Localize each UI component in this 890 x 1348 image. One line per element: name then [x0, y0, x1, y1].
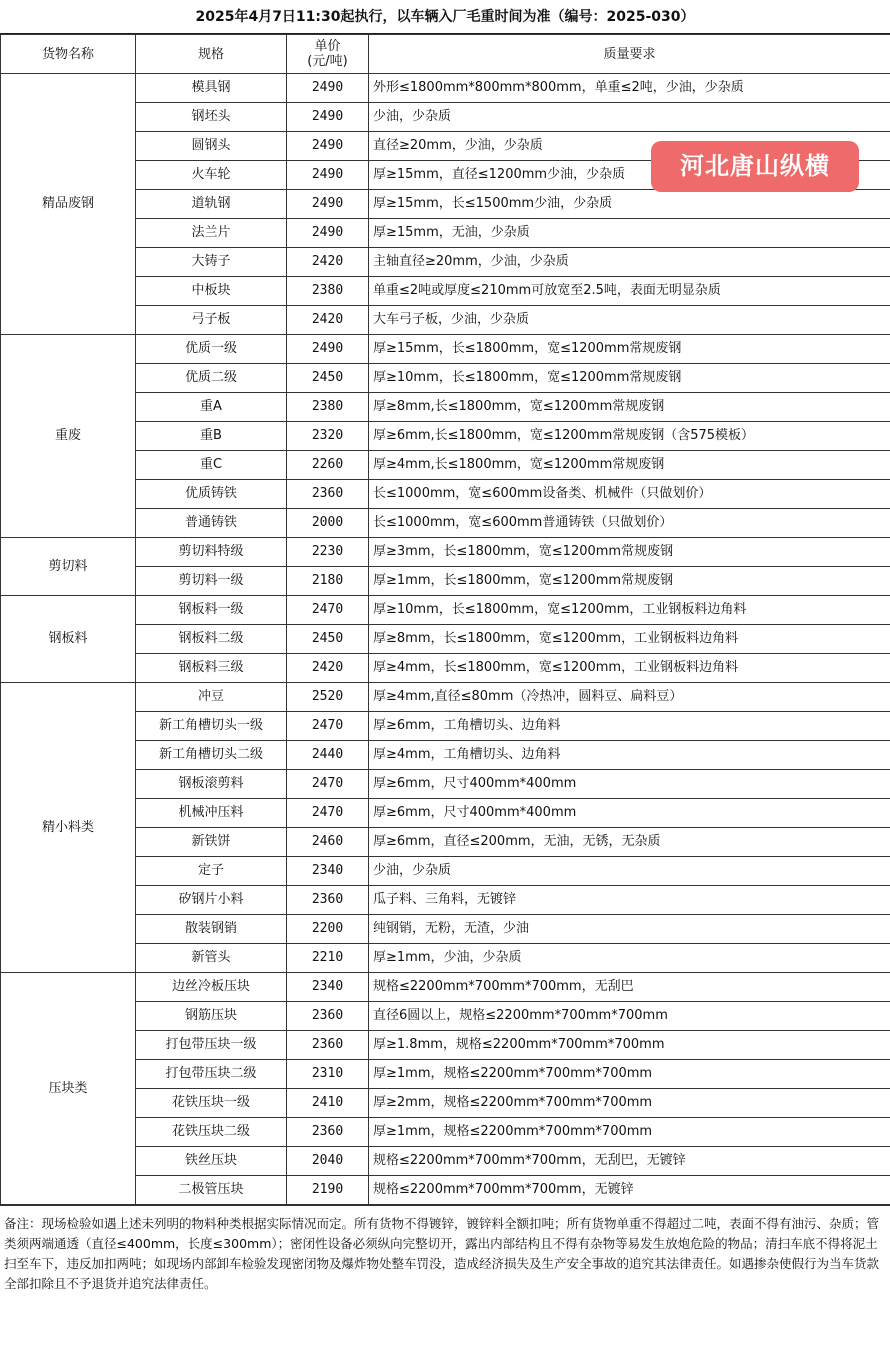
price-cell: 2360 [287, 1002, 369, 1031]
spec-cell: 边丝冷板压块 [136, 973, 287, 1002]
price-cell: 2470 [287, 770, 369, 799]
quality-requirement-cell: 纯钢销，无粉，无渣，少油 [369, 915, 890, 944]
quality-requirement-cell: 厚≥6mm,长≤1800mm，宽≤1200mm常规废钢（含575模板） [369, 422, 890, 451]
quality-requirement-cell: 长≤1000mm，宽≤600mm设备类、机械件（只做划价） [369, 480, 890, 509]
price-cell: 2380 [287, 277, 369, 306]
page-title: 2025年4月7日11:30起执行，以车辆入厂毛重时间为准（编号：2025-030） [0, 0, 890, 34]
price-cell: 2490 [287, 132, 369, 161]
price-cell: 2470 [287, 799, 369, 828]
quality-requirement-cell: 厚≥2mm，规格≤2200mm*700mm*700mm [369, 1089, 890, 1118]
price-cell: 2040 [287, 1147, 369, 1176]
quality-requirement-cell: 厚≥1mm，长≤1800mm，宽≤1200mm常规废钢 [369, 567, 890, 596]
price-cell: 2490 [287, 161, 369, 190]
table-row [1, 335, 890, 364]
quality-requirement-cell: 厚≥1.8mm，规格≤2200mm*700mm*700mm [369, 1031, 890, 1060]
quality-requirement-cell: 厚≥4mm,直径≤80mm（冷热冲，圆料豆、扁料豆） [369, 683, 890, 712]
quality-requirement-cell: 直径6圆以上，规格≤2200mm*700mm*700mm [369, 1002, 890, 1031]
table-row [1, 596, 890, 625]
quality-requirement-cell: 厚≥6mm，直径≤200mm，无油，无锈，无杂质 [369, 828, 890, 857]
price-cell: 2360 [287, 480, 369, 509]
price-cell: 2210 [287, 944, 369, 973]
spec-cell: 重C [136, 451, 287, 480]
quality-requirement-cell: 单重≤2吨或厚度≤210mm可放宽至2.5吨，表面无明显杂质 [369, 277, 890, 306]
price-cell: 2440 [287, 741, 369, 770]
category-cell: 重废 [1, 335, 136, 538]
category-cell: 剪切料 [1, 538, 136, 596]
table-row [1, 683, 890, 712]
price-cell: 2360 [287, 886, 369, 915]
spec-cell: 优质一级 [136, 335, 287, 364]
price-cell: 2230 [287, 538, 369, 567]
header-spec: 规格 [136, 35, 287, 74]
spec-cell: 优质铸铁 [136, 480, 287, 509]
price-cell: 2410 [287, 1089, 369, 1118]
spec-cell: 圆钢头 [136, 132, 287, 161]
price-cell: 2340 [287, 973, 369, 1002]
price-cell: 2200 [287, 915, 369, 944]
table-row [1, 538, 890, 567]
watermark-badge: 河北唐山纵横 [651, 141, 859, 192]
header-goods-name: 货物名称 [1, 35, 136, 74]
spec-cell: 新铁饼 [136, 828, 287, 857]
spec-cell: 火车轮 [136, 161, 287, 190]
price-cell: 2450 [287, 364, 369, 393]
header-quality: 质量要求 [369, 35, 890, 74]
quality-requirement-cell: 规格≤2200mm*700mm*700mm，无镀锌 [369, 1176, 890, 1205]
spec-cell: 二极管压块 [136, 1176, 287, 1205]
price-cell: 2380 [287, 393, 369, 422]
spec-cell: 重A [136, 393, 287, 422]
spec-cell: 打包带压块一级 [136, 1031, 287, 1060]
spec-cell: 钢板滚剪料 [136, 770, 287, 799]
price-cell: 2420 [287, 248, 369, 277]
quality-requirement-cell: 厚≥4mm，工角槽切头、边角料 [369, 741, 890, 770]
spec-cell: 中板块 [136, 277, 287, 306]
price-cell: 2190 [287, 1176, 369, 1205]
category-cell: 压块类 [1, 973, 136, 1205]
price-cell: 2520 [287, 683, 369, 712]
spec-cell: 优质二级 [136, 364, 287, 393]
price-cell: 2460 [287, 828, 369, 857]
quality-requirement-cell: 厚≥15mm，长≤1500mm少油，少杂质 [369, 190, 890, 219]
spec-cell: 剪切料特级 [136, 538, 287, 567]
spec-cell: 花铁压块一级 [136, 1089, 287, 1118]
spec-cell: 矽钢片小料 [136, 886, 287, 915]
spec-cell: 散装钢销 [136, 915, 287, 944]
price-cell: 2310 [287, 1060, 369, 1089]
spec-cell: 钢板料二级 [136, 625, 287, 654]
quality-requirement-cell: 厚≥10mm，长≤1800mm，宽≤1200mm，工业钢板料边角料 [369, 596, 890, 625]
spec-cell: 花铁压块二级 [136, 1118, 287, 1147]
price-cell: 2180 [287, 567, 369, 596]
notes: 备注：现场检验如遇上述未列明的物料种类根据实际情况而定。所有货物不得镀锌，镀锌料全额扣吨；所有货物单重不得超过二吨，表面不得有油污、杂质；管类须两端通透（直径≤400mm，长度≤300mm）；密闭性设备必须纵向完整切开，露出内部结构且不得有杂物等易发生放炮危险的物品；清扫车底不得将泥土扫至车下，违反加扣两吨；如现场内部卸车检验发现密闭物及爆炸物处整车罚没，造成经济损失及生产安全事故的追究其法律责任。如遇掺杂使假行为当车货款全部扣除且不予退货并追究法律责任。 [0, 1205, 890, 1294]
price-cell: 2470 [287, 712, 369, 741]
quality-requirement-cell: 主轴直径≥20mm，少油，少杂质 [369, 248, 890, 277]
table-header-row [1, 35, 890, 74]
quality-requirement-cell: 厚≥1mm，规格≤2200mm*700mm*700mm [369, 1060, 890, 1089]
price-cell: 2490 [287, 335, 369, 364]
spec-cell: 普通铸铁 [136, 509, 287, 538]
quality-requirement-cell: 厚≥15mm，无油，少杂质 [369, 219, 890, 248]
spec-cell: 法兰片 [136, 219, 287, 248]
price-cell: 2450 [287, 625, 369, 654]
spec-cell: 重B [136, 422, 287, 451]
quality-requirement-cell: 厚≥1mm，少油，少杂质 [369, 944, 890, 973]
spec-cell: 模具钢 [136, 74, 287, 103]
quality-requirement-cell: 厚≥4mm,长≤1800mm，宽≤1200mm常规废钢 [369, 451, 890, 480]
quality-requirement-cell: 厚≥8mm，长≤1800mm，宽≤1200mm，工业钢板料边角料 [369, 625, 890, 654]
quality-requirement-cell: 厚≥6mm，工角槽切头、边角料 [369, 712, 890, 741]
quality-requirement-cell: 厚≥3mm，长≤1800mm，宽≤1200mm常规废钢 [369, 538, 890, 567]
spec-cell: 打包带压块二级 [136, 1060, 287, 1089]
quality-requirement-cell: 厚≥8mm,长≤1800mm，宽≤1200mm常规废钢 [369, 393, 890, 422]
price-cell: 2470 [287, 596, 369, 625]
price-cell: 2490 [287, 219, 369, 248]
spec-cell: 大铸子 [136, 248, 287, 277]
quality-requirement-cell: 厚≥4mm，长≤1800mm，宽≤1200mm，工业钢板料边角料 [369, 654, 890, 683]
price-cell: 2490 [287, 74, 369, 103]
category-cell: 钢板料 [1, 596, 136, 683]
quality-requirement-cell: 厚≥15mm，长≤1800mm，宽≤1200mm常规废钢 [369, 335, 890, 364]
quality-requirement-cell: 厚≥15mm，直径≤1200mm少油，少杂质 [369, 161, 890, 190]
header-price [287, 35, 369, 74]
quality-requirement-cell: 直径≥20mm，少油，少杂质 [369, 132, 890, 161]
quality-requirement-cell: 厚≥10mm，长≤1800mm，宽≤1200mm常规废钢 [369, 364, 890, 393]
spec-cell: 铁丝压块 [136, 1147, 287, 1176]
quality-requirement-cell: 少油，少杂质 [369, 857, 890, 886]
spec-cell: 钢板料三级 [136, 654, 287, 683]
table-row [1, 973, 890, 1002]
header-price-unit: (元/吨) [307, 54, 348, 69]
table-body [1, 74, 890, 1205]
quality-requirement-cell: 少油，少杂质 [369, 103, 890, 132]
quality-requirement-cell: 规格≤2200mm*700mm*700mm，无刮巴 [369, 973, 890, 1002]
price-cell: 2320 [287, 422, 369, 451]
quality-requirement-cell: 规格≤2200mm*700mm*700mm，无刮巴，无镀锌 [369, 1147, 890, 1176]
price-cell: 2420 [287, 306, 369, 335]
price-table [0, 34, 890, 1205]
spec-cell: 机械冲压料 [136, 799, 287, 828]
spec-cell: 剪切料一级 [136, 567, 287, 596]
header-price-label: 单价 [314, 39, 341, 54]
spec-cell: 钢坯头 [136, 103, 287, 132]
price-cell: 2360 [287, 1031, 369, 1060]
spec-cell: 弓子板 [136, 306, 287, 335]
spec-cell: 新管头 [136, 944, 287, 973]
price-cell: 2490 [287, 190, 369, 219]
spec-cell: 定子 [136, 857, 287, 886]
price-cell: 2360 [287, 1118, 369, 1147]
quality-requirement-cell: 大车弓子板，少油，少杂质 [369, 306, 890, 335]
quality-requirement-cell: 厚≥6mm，尺寸400mm*400mm [369, 770, 890, 799]
quality-requirement-cell: 瓜子料、三角料，无镀锌 [369, 886, 890, 915]
quality-requirement-cell: 长≤1000mm，宽≤600mm普通铸铁（只做划价） [369, 509, 890, 538]
spec-cell: 冲豆 [136, 683, 287, 712]
quality-requirement-cell: 厚≥1mm，规格≤2200mm*700mm*700mm [369, 1118, 890, 1147]
spec-cell: 钢筋压块 [136, 1002, 287, 1031]
category-cell: 精品废钢 [1, 74, 136, 335]
table-row [1, 74, 890, 103]
spec-cell: 新工角槽切头一级 [136, 712, 287, 741]
spec-cell: 钢板料一级 [136, 596, 287, 625]
price-cell: 2260 [287, 451, 369, 480]
price-cell: 2490 [287, 103, 369, 132]
category-cell: 精小料类 [1, 683, 136, 973]
spec-cell: 道轨钢 [136, 190, 287, 219]
price-cell: 2000 [287, 509, 369, 538]
price-cell: 2420 [287, 654, 369, 683]
spec-cell: 新工角槽切头二级 [136, 741, 287, 770]
price-cell: 2340 [287, 857, 369, 886]
quality-requirement-cell: 外形≤1800mm*800mm*800mm，单重≤2吨，少油，少杂质 [369, 74, 890, 103]
quality-requirement-cell: 厚≥6mm，尺寸400mm*400mm [369, 799, 890, 828]
